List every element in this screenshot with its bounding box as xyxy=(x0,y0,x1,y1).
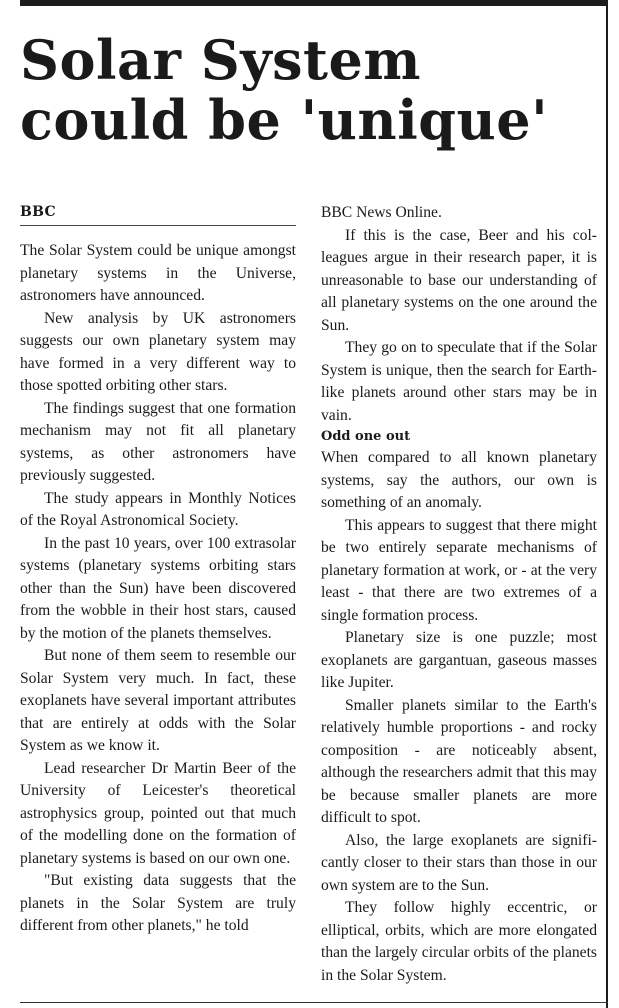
paragraph: The findings suggest that one formation mechanism may not fit all planetary systems, as other astronomers have previously suggested. xyxy=(20,399,296,484)
source-divider xyxy=(20,225,296,226)
paragraph-continuation: BBC News Online. xyxy=(321,204,442,221)
top-border xyxy=(20,0,608,6)
paragraph: They follow highly eccentric, or elliptical, orbits, which are more elongated than the largely circular orbits of the planets in the Solar System. xyxy=(321,899,597,984)
paragraph: New analysis by UK astronomers suggests our own planetary system may have formed in a very different way to those spotted orbiting other stars. xyxy=(20,309,296,394)
paragraph: Smaller planets similar to the Earth's relatively humble proportions - and rocky composition - are noticeably absent, although the researchers admit that this may be because smaller planets are more difficult to spot. xyxy=(321,696,597,826)
paragraph: The study appears in Monthly Notices of the Royal Astronomical Society. xyxy=(20,489,296,529)
right-border xyxy=(606,0,608,1008)
paragraph: This appears to suggest that there might be two entirely separate mechanisms of planetary formation at work, or - at the very least - that there are two extremes of a single formation process. xyxy=(321,516,597,624)
paragraph: Planetary size is one puzzle; most exoplanets are gargantuan, gaseous masses like Jupiter. xyxy=(321,629,597,691)
subheading: Odd one out xyxy=(321,429,411,444)
paragraph: Also, the large exoplanets are significantly closer to their stars than those in our own system are to the Sun. xyxy=(321,831,597,894)
left-column xyxy=(20,240,296,938)
paragraph: If this is the case, Beer and his colleagues argue in their research paper, it is unreasonable to base our understanding of all planetary systems on the one around the Sun. xyxy=(321,226,597,334)
paragraph: But none of them seem to resemble our Solar System very much. In fact, these exoplanets have several important attributes that are entirely at odds with the Solar System as we know it. xyxy=(20,647,296,754)
paragraph: When compared to all known planetary systems, say the authors, our own is something of an anomaly. xyxy=(321,449,597,511)
paragraph: Lead researcher Dr Martin Beer of the University of Leicester's theoretical astrophysics group, pointed out that much of the modelling done on the formation of planetary systems is based on our own one. xyxy=(20,759,296,867)
headline: Solar System could be 'unique' xyxy=(20,28,549,152)
paragraph: "But existing data suggests that the planets in the Solar System are truly different from other planets," he told xyxy=(20,872,296,934)
right-column xyxy=(321,202,597,987)
bottom-border xyxy=(20,1002,608,1003)
paragraph: In the past 10 years, over 100 extrasolar systems (planetary systems orbiting stars other than the Sun) have been discovered from the wobble in their host stars, caused by the motion of the planets themselves. xyxy=(20,534,296,642)
source-label: BBC xyxy=(20,204,56,220)
paragraph: The Solar System could be unique amongst planetary systems in the Universe, astronomers have announced. xyxy=(20,242,296,304)
paragraph: They go on to speculate that if the Solar System is unique, then the search for Earth-like planets around other stars may be in vain. xyxy=(321,339,597,424)
